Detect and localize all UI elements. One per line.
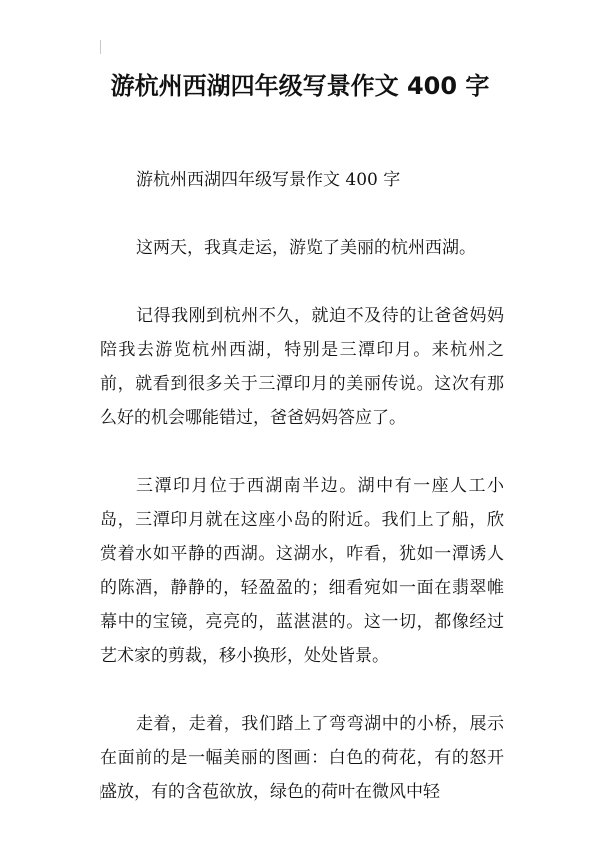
paragraph-3: 三潭印月位于西湖南半边。湖中有一座人工小岛，三潭印月就在这座小岛的附近。我们上了船，欣赏着水如平静的西湖。这湖水，咋看，犹如一潭诱人的陈酒，静静的，轻盈盈的；细看宛如一面在翡翠帷幕中的宝镜，亮亮的，蓝湛湛的。这一切，都像经过艺术家的剪裁，移小换形，处处皆景。 xyxy=(100,476,504,666)
crop-mark-top xyxy=(100,40,101,54)
document-title: 游杭州西湖四年级写景作文 400 字 xyxy=(110,72,490,100)
document-subtitle: 游杭州西湖四年级写景作文 400 字 xyxy=(136,170,401,190)
paragraph-4: 走着，走着，我们踏上了弯弯湖中的小桥，展示在面前的是一幅美丽的图画：白色的荷花，有的怒开盛放，有的含苞欲放，绿色的荷叶在微风中轻 xyxy=(100,714,504,802)
document-body xyxy=(100,163,504,809)
paragraph-2: 记得我刚到杭州不久，就迫不及待的让爸爸妈妈陪我去游览杭州西湖，特别是三潭印月。来杭州之前，就看到很多关于三潭印月的美丽传说。这次有那么好的机会哪能错过，爸爸妈妈答应了。 xyxy=(100,306,504,428)
paragraph-1: 这两天，我真走运，游览了美丽的杭州西湖。 xyxy=(136,238,476,258)
